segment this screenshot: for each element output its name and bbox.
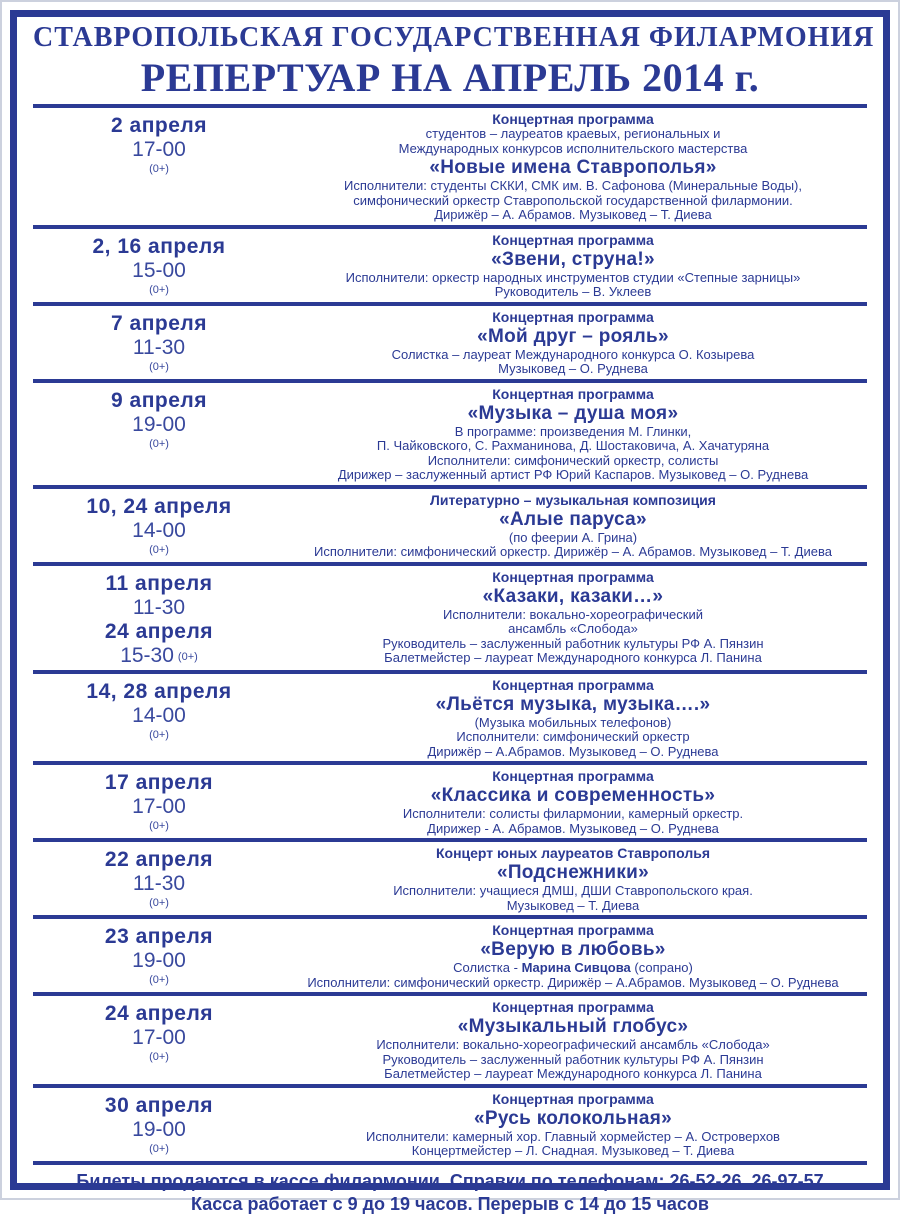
event-date: 7 апреля xyxy=(111,311,207,335)
poster-header xyxy=(33,17,875,104)
event-date: 2, 16 апреля xyxy=(92,234,226,258)
detail-text: Солистка - xyxy=(453,960,522,975)
event-content xyxy=(285,309,867,377)
event-category: Литературно – музыкальная композиция xyxy=(430,491,716,508)
event-category: Концертная программа xyxy=(492,1090,654,1107)
event-detail-line xyxy=(285,961,861,976)
event-category: Концертная программа xyxy=(492,111,654,127)
event-date: 14, 28 апреля xyxy=(86,679,232,703)
event-time xyxy=(33,644,285,668)
event-time-value: 11-30 xyxy=(132,595,186,619)
event-date: 23 апреля xyxy=(104,925,214,948)
event-row xyxy=(33,996,867,1084)
age-rating: (0+) xyxy=(149,897,169,909)
event-detail-line: Солистка – лауреат Международного конкурса О. Козырева xyxy=(391,346,755,362)
event-detail-line: Исполнители: симфонический оркестр xyxy=(456,729,690,744)
event-row xyxy=(33,674,867,762)
age-rating: (0+) xyxy=(177,650,198,663)
event-detail-line: Балетмейстер – лауреат Международного конкурса Л. Панина xyxy=(384,1066,762,1081)
event-title: «Русь колокольная» xyxy=(474,1107,672,1129)
event-date-block xyxy=(33,309,285,374)
event-row xyxy=(33,108,867,225)
event-date: 2 апреля xyxy=(111,114,207,137)
age-rating: (0+) xyxy=(149,820,169,832)
event-time-value: 17-00 xyxy=(132,795,186,818)
age-rating: (0+) xyxy=(149,360,169,373)
detail-text: (сопрано) xyxy=(630,960,693,975)
event-category: Концертная программа xyxy=(492,231,654,248)
event-detail-line: Исполнители: симфонический оркестр, солисты xyxy=(427,452,719,468)
event-date-block xyxy=(33,569,285,668)
event-date: 10, 24 апреля xyxy=(86,494,232,518)
event-date: 9 апреля xyxy=(111,388,207,412)
event-detail-line: Исполнители: камерный хор. Главный хормейстер – А. Островерхов xyxy=(366,1128,780,1144)
event-time-value: 19-00 xyxy=(132,949,186,972)
event-date: 24 апреля xyxy=(104,1002,214,1025)
event-date-block xyxy=(33,1091,285,1156)
event-title: «Алые паруса» xyxy=(499,508,647,530)
event-time xyxy=(33,259,285,283)
event-detail-line: Дирижер – заслуженный артист РФ Юрий Каспаров. Музыковед – О. Руднева xyxy=(337,467,809,482)
event-title: «Льётся музыка, музыка….» xyxy=(435,693,711,715)
event-detail-line: Руководитель – заслуженный работник культуры РФ А. Пянзин xyxy=(382,1051,764,1067)
event-title: «Казаки, казаки…» xyxy=(482,585,664,607)
event-date-block xyxy=(33,845,285,910)
event-time xyxy=(33,872,285,896)
event-time-value: 14-00 xyxy=(132,518,186,542)
event-detail-line: Дирижёр – А. Абрамов. Музыковед – Т. Диева xyxy=(434,207,712,222)
event-detail-line: Исполнители: учащиеся ДМШ, ДШИ Ставропольского края. xyxy=(393,883,753,898)
event-detail-line: В программе: произведения М. Глинки, xyxy=(454,423,692,439)
event-detail-line: симфонический оркестр Ставропольской государственной филармонии. xyxy=(353,192,793,208)
event-title: «Верую в любовь» xyxy=(480,939,666,960)
event-date-block xyxy=(33,386,285,451)
event-time-value: 15-30 xyxy=(120,643,174,667)
age-rating: (0+) xyxy=(149,1142,169,1155)
event-detail-line: (по феерии А. Грина) xyxy=(508,529,638,545)
event-row xyxy=(33,566,867,670)
event-date-block xyxy=(33,111,285,176)
footer-tickets-line: Билеты продаются в кассе филармонии. Справки по телефонам: 26-52-26, 26-97-57 xyxy=(76,1170,824,1191)
event-detail-line: Руководитель – заслуженный работник культуры РФ А. Пянзин xyxy=(382,635,764,651)
event-time xyxy=(33,949,285,973)
age-rating: (0+) xyxy=(149,163,169,175)
age-rating: (0+) xyxy=(149,974,169,986)
event-detail-line: ансамбль «Слобода» xyxy=(508,621,638,636)
events-list xyxy=(33,108,867,1165)
event-time xyxy=(33,704,285,728)
event-title: «Музыкальный глобус» xyxy=(457,1016,689,1037)
event-content xyxy=(285,492,867,560)
event-date: 17 апреля xyxy=(104,771,214,794)
event-title: «Звени, струна!» xyxy=(491,248,655,270)
event-detail-line: Концертмейстер – Л. Снадная. Музыковед – Т. Диева xyxy=(411,1143,735,1158)
age-rating: (0+) xyxy=(149,728,169,741)
event-content xyxy=(285,232,867,300)
age-rating: (0+) xyxy=(149,437,169,450)
event-category: Концертная программа xyxy=(492,768,654,784)
event-detail-line: Исполнители: симфонический оркестр. Дирижёр – А. Абрамов. Музыковед – Т. Диева xyxy=(314,544,832,559)
event-category: Концертная программа xyxy=(492,308,654,325)
event-date: 11 апреля xyxy=(105,571,213,595)
event-time xyxy=(33,596,285,620)
event-content xyxy=(285,569,867,666)
event-time xyxy=(33,1118,285,1142)
poster-frame xyxy=(10,10,890,1214)
event-detail-line: Исполнители: вокально-хореографический xyxy=(443,606,703,622)
event-time-value: 15-00 xyxy=(132,258,186,282)
event-date-block xyxy=(33,768,285,833)
event-detail-line: Музыковед – О. Руднева xyxy=(498,361,648,376)
event-detail-line: Исполнители: студенты СККИ, СМК им. В. Сафонова (Минеральные Воды), xyxy=(344,178,802,193)
event-title: «Мой друг – рояль» xyxy=(477,325,669,347)
event-category: Концертная программа xyxy=(492,385,654,402)
event-date: 30 апреля xyxy=(104,1093,214,1117)
event-category: Концерт юных лауреатов Ставрополья xyxy=(435,845,711,861)
age-rating: (0+) xyxy=(149,1051,169,1063)
event-time-value: 11-30 xyxy=(132,872,186,895)
event-time-value: 19-00 xyxy=(132,412,186,436)
organization-title: СТАВРОПОЛЬСКАЯ ГОСУДАРСТВЕННАЯ ФИЛАРМОНИЯ xyxy=(33,22,875,53)
event-detail-line: Балетмейстер – лауреат Международного конкурса Л. Панина xyxy=(384,650,762,665)
event-title: «Подснежники» xyxy=(496,862,650,883)
event-time-value: 17-00 xyxy=(132,1026,186,1049)
event-date-block xyxy=(33,232,285,297)
event-date-block xyxy=(33,677,285,742)
event-row xyxy=(33,383,867,485)
event-date: 22 апреля xyxy=(104,848,214,871)
poster-footer xyxy=(33,1165,867,1222)
footer-hours-line: Касса работает с 9 до 19 часов. Перерыв с 14 до 15 часов xyxy=(191,1193,709,1214)
event-category: Концертная программа xyxy=(492,922,654,938)
event-content xyxy=(285,1091,867,1159)
event-time xyxy=(33,336,285,360)
event-time-value: 17-00 xyxy=(132,138,186,161)
event-detail-line: Исполнители: симфонический оркестр. Дирижёр – А.Абрамов. Музыковед – О. Руднева xyxy=(307,974,839,990)
event-content xyxy=(285,386,867,483)
event-detail-line: Музыковед – Т. Диева xyxy=(506,897,640,913)
event-time xyxy=(33,413,285,437)
event-row xyxy=(33,1088,867,1161)
event-content xyxy=(285,999,867,1082)
event-time xyxy=(33,1026,285,1050)
event-title: «Музыка – душа моя» xyxy=(467,402,679,424)
event-description-line: Международных конкурсов исполнительского мастерства xyxy=(398,140,748,156)
event-row xyxy=(33,842,867,915)
event-row xyxy=(33,765,867,838)
event-content xyxy=(285,677,867,760)
event-row xyxy=(33,229,867,302)
event-content xyxy=(285,845,867,913)
event-detail-line: Исполнители: оркестр народных инструментов студии «Степные зарницы» xyxy=(345,269,801,285)
event-time xyxy=(33,138,285,162)
event-content xyxy=(285,111,867,223)
event-time-value: 14-00 xyxy=(132,703,186,727)
event-row xyxy=(33,919,867,992)
event-content xyxy=(285,768,867,836)
event-row xyxy=(33,306,867,379)
event-content xyxy=(285,922,867,990)
event-date-block xyxy=(33,492,285,557)
event-category: Концертная программа xyxy=(492,999,654,1015)
event-category: Концертная программа xyxy=(492,568,654,585)
age-rating: (0+) xyxy=(149,283,169,296)
event-title: «Классика и современность» xyxy=(430,785,716,806)
event-detail-line: П. Чайковского, С. Рахманинова, Д. Шостаковича, А. Хачатуряна xyxy=(376,438,770,453)
event-time xyxy=(33,519,285,543)
event-row xyxy=(33,489,867,562)
soloist-name: Марина Сивцова xyxy=(521,960,631,975)
event-time xyxy=(33,795,285,819)
event-date: 24 апреля xyxy=(104,619,214,643)
event-detail-line: Дирижёр – А.Абрамов. Музыковед – О. Руднева xyxy=(427,743,719,759)
event-detail-line: Исполнители: вокально-хореографический ансамбль «Слобода» xyxy=(376,1037,770,1052)
age-rating: (0+) xyxy=(149,543,169,556)
page-title: РЕПЕРТУАР НА АПРЕЛЬ 2014 г. xyxy=(140,55,760,100)
event-detail-line: Руководитель – В. Уклеев xyxy=(494,284,652,299)
event-description-line: студентов – лауреатов краевых, региональных и xyxy=(425,126,721,141)
event-time-value: 11-30 xyxy=(132,335,186,359)
event-date-block xyxy=(33,922,285,987)
event-detail-line: Исполнители: солисты филармонии, камерный оркестр. xyxy=(402,806,744,821)
event-detail-line: (Музыка мобильных телефонов) xyxy=(474,714,672,730)
event-title: «Новые имена Ставрополья» xyxy=(429,157,717,178)
event-time-value: 19-00 xyxy=(132,1117,186,1141)
event-detail-line: Дирижер - А. Абрамов. Музыковед – О. Руднева xyxy=(427,820,719,836)
event-date-block xyxy=(33,999,285,1064)
event-category: Концертная программа xyxy=(492,676,654,693)
